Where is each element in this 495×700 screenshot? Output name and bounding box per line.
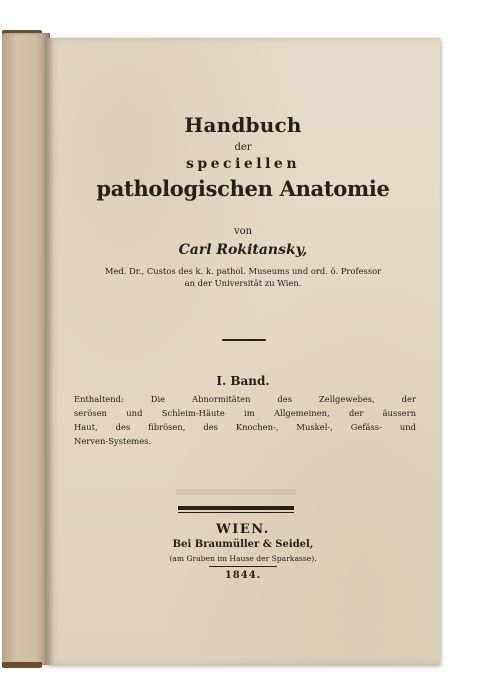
page-gutter-shadow bbox=[46, 38, 54, 665]
book-cover bbox=[2, 33, 50, 665]
volume-label: I. Band. bbox=[216, 374, 270, 388]
contents-line: serösen und Schleim-Häute im Allgemeinen, der äussern bbox=[74, 408, 416, 418]
show-through-strip bbox=[176, 489, 296, 495]
imprint-address: (am Graben im Hause der Sparkasse). bbox=[169, 554, 317, 563]
book-title: Handbuch bbox=[184, 113, 302, 137]
imprint-rule-thick bbox=[178, 506, 294, 510]
title-von: von bbox=[233, 226, 253, 237]
imprint-rule-thin bbox=[178, 512, 294, 513]
cover-bottom-edge bbox=[2, 662, 42, 668]
author-name: Carl Rokitansky, bbox=[178, 242, 308, 258]
contents-line: Enthaltend: Die Abnormitäten des Zellgewebes, der bbox=[74, 394, 416, 404]
contents-line: Nerven-Systemes. bbox=[74, 436, 152, 446]
imprint-rule-short bbox=[209, 566, 277, 567]
contents-line: Haut, des fibrösen, des Knochen-, Muskel-, Gefäss- und bbox=[74, 422, 416, 432]
contents-description bbox=[74, 392, 416, 448]
imprint-place: WIEN. bbox=[216, 522, 270, 537]
ornament-rule bbox=[222, 339, 266, 341]
author-credentials-line2: an der Universität zu Wien. bbox=[184, 278, 302, 288]
book-subtitle: pathologischen Anatomie bbox=[96, 176, 390, 201]
imprint-publisher: Bei Braumüller & Seidel, bbox=[172, 539, 314, 550]
title-der: der bbox=[234, 142, 252, 153]
title-speciellen: speciellen bbox=[185, 156, 301, 172]
title-page bbox=[46, 38, 440, 665]
author-credentials-line1: Med. Dr., Custos des k. k. pathol. Museums und ord. ö. Professor bbox=[104, 266, 382, 276]
imprint-year: 1844. bbox=[224, 570, 262, 581]
